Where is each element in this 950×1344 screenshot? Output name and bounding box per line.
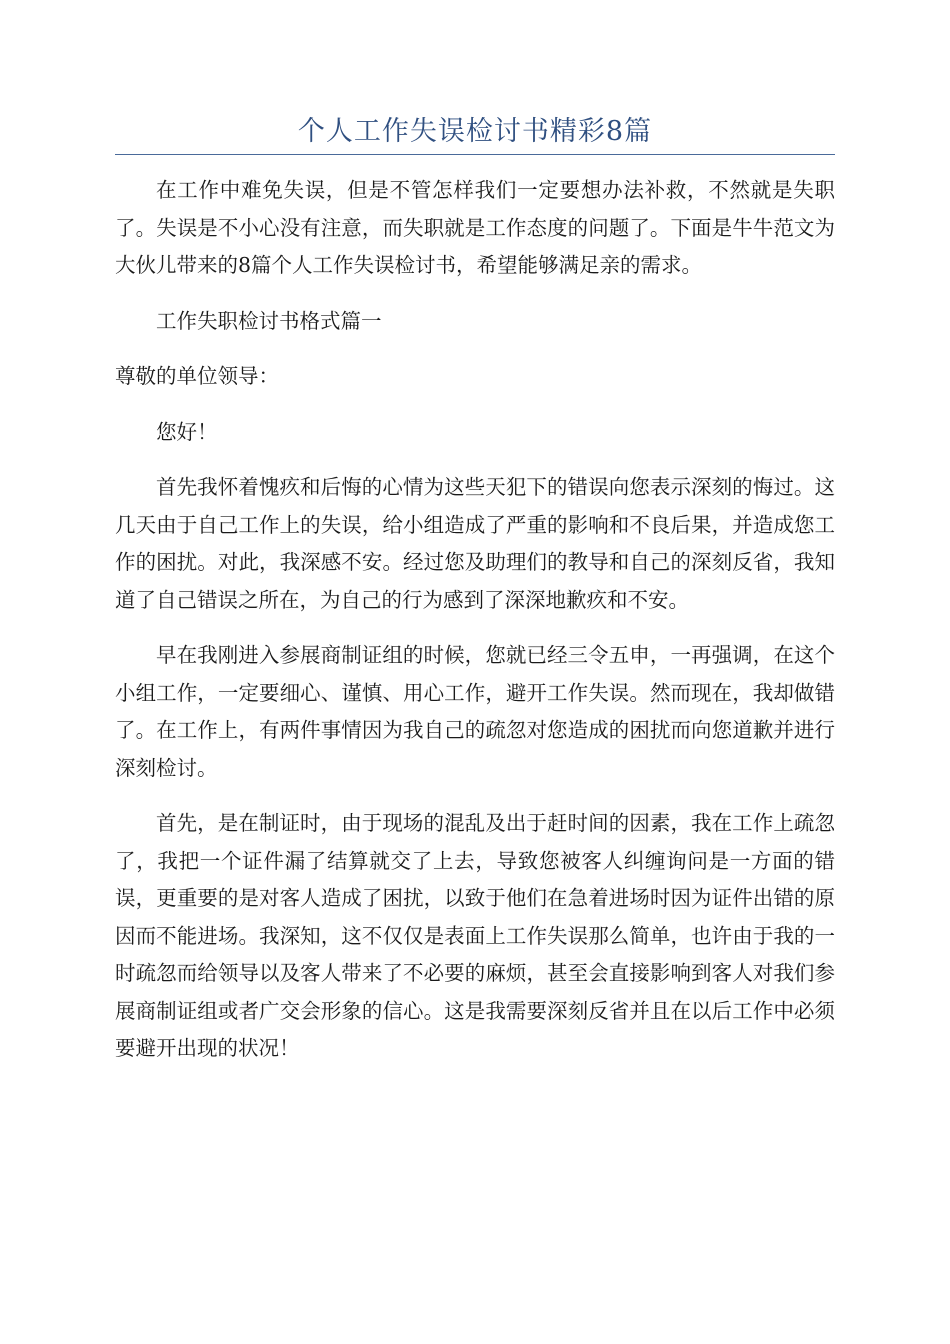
paragraph-first-mistake: 首先，是在制证时，由于现场的混乱及出于赶时间的因素，我在工作上疏忽了，我把一个证件漏了结算就交了上去，导致您被客人纠缠询问是一方面的错误，更重要的是对客人造成了困扰，以致于他们在急着进场时因为证件出错的原因而不能进场。我深知，这不仅仅是表面上工作失误那么简单，也许由于我的一时疏忽而给领导以及客人带来了不必要的麻烦，甚至会直接影响到客人对我们参展商制证组或者广交会形象的信心。这是我需要深刻反省并且在以后工作中必须要避开出现的状况！ bbox=[115, 811, 835, 1060]
salutation: 尊敬的单位领导： bbox=[115, 364, 279, 388]
document-body bbox=[115, 172, 835, 1086]
paragraph-apology: 首先我怀着愧疚和后悔的心情为这些天犯下的错误向您表示深刻的悔过。这几天由于自己工作上的失误，给小组造成了严重的影响和不良后果，并造成您工作的困扰。对此，我深感不安。经过您及助理们的教导和自己的深刻反省，我知道了自己错误之所在，为自己的行为感到了深深地歉疚和不安。 bbox=[115, 475, 835, 612]
paragraph-background: 早在我刚进入参展商制证组的时候，您就已经三令五申，一再强调，在这个小组工作，一定要细心、谨慎、用心工作，避开工作失误。然而现在，我却做错了。在工作上，有两件事情因为我自己的疏忽对您造成的困扰而向您道歉并进行深刻检讨。 bbox=[115, 643, 835, 780]
document-title: 个人工作失误检讨书精彩8篇 bbox=[297, 116, 653, 147]
section-heading: 工作失职检讨书格式篇一 bbox=[156, 308, 382, 333]
greeting: 您好！ bbox=[156, 419, 218, 444]
paragraph-intro: 在工作中难免失误，但是不管怎样我们一定要想办法补救，不然就是失职了。失误是不小心没有注意，而失职就是工作态度的问题了。下面是牛牛范文为大伙儿带来的8篇个人工作失误检讨书，希望能够满足亲的需求。 bbox=[115, 178, 835, 277]
title-underline bbox=[115, 154, 835, 155]
